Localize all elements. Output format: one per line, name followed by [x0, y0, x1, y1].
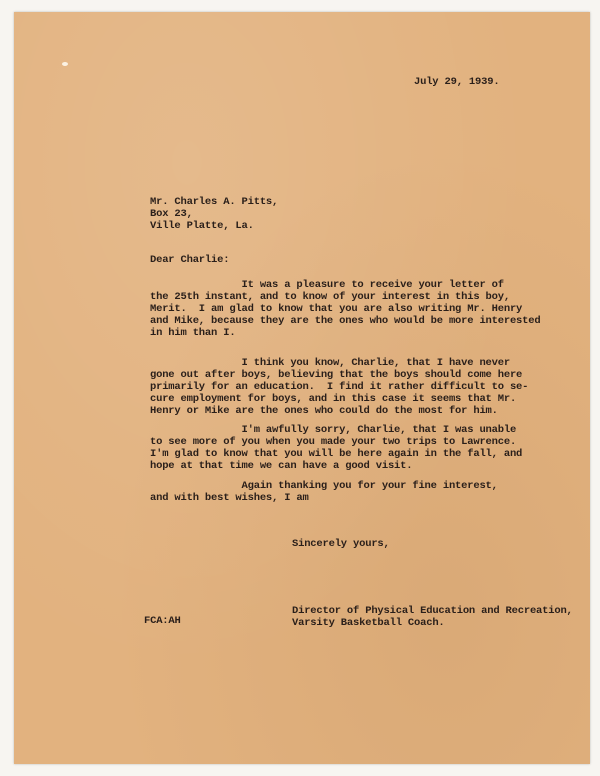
paragraph-line: cure employment for boys, and in this case it seems that Mr.	[150, 393, 517, 405]
letter-paper	[14, 12, 590, 764]
paragraph-line: I think you know, Charlie, that I have never	[150, 357, 510, 369]
reference-initials: FCA:AH	[144, 615, 181, 627]
paragraph-line: the 25th instant, and to know of your interest in this boy,	[150, 291, 510, 303]
paragraph-line: I'm glad to know that you will be here again in the fall, and	[150, 448, 523, 460]
paragraph-line: I'm awfully sorry, Charlie, that I was unable	[150, 424, 517, 436]
body-paragraph-2	[150, 357, 528, 417]
salutation: Dear Charlie:	[150, 254, 230, 266]
signature-title-line: Director of Physical Education and Recreation,	[292, 605, 573, 617]
recipient-address	[150, 196, 278, 232]
body-paragraph-4	[150, 480, 498, 504]
paragraph-line: Merit. I am glad to know that you are also writing Mr. Henry	[150, 303, 523, 315]
paragraph-line: to see more of you when you made your two trips to Lawrence.	[150, 436, 517, 448]
signature-title-line: Varsity Basketball Coach.	[292, 617, 445, 629]
paragraph-line: hope at that time we can have a good visit.	[150, 460, 413, 472]
body-paragraph-3	[150, 424, 522, 472]
body-paragraph-1	[150, 279, 540, 339]
signature-block	[292, 605, 573, 629]
paragraph-line: and with best wishes, I am	[150, 492, 309, 504]
paragraph-line: primarily for an education. I find it rather difficult to se-	[150, 381, 529, 393]
address-line: Ville Platte, La.	[150, 220, 254, 232]
paper-blemish	[62, 62, 68, 66]
paragraph-line: gone out after boys, believing that the boys should come here	[150, 369, 523, 381]
address-line: Box 23,	[150, 208, 193, 220]
paragraph-line: Again thanking you for your fine interest,	[150, 480, 498, 492]
paragraph-line: in him than I.	[150, 327, 236, 339]
paragraph-line: and Mike, because they are the ones who would be more interested	[150, 315, 541, 327]
letter-date: July 29, 1939.	[414, 76, 500, 88]
paragraph-line: It was a pleasure to receive your letter of	[150, 279, 504, 291]
complimentary-closing: Sincerely yours,	[292, 538, 390, 550]
address-line: Mr. Charles A. Pitts,	[150, 196, 279, 208]
paragraph-line: Henry or Mike are the ones who could do the most for him.	[150, 405, 498, 417]
